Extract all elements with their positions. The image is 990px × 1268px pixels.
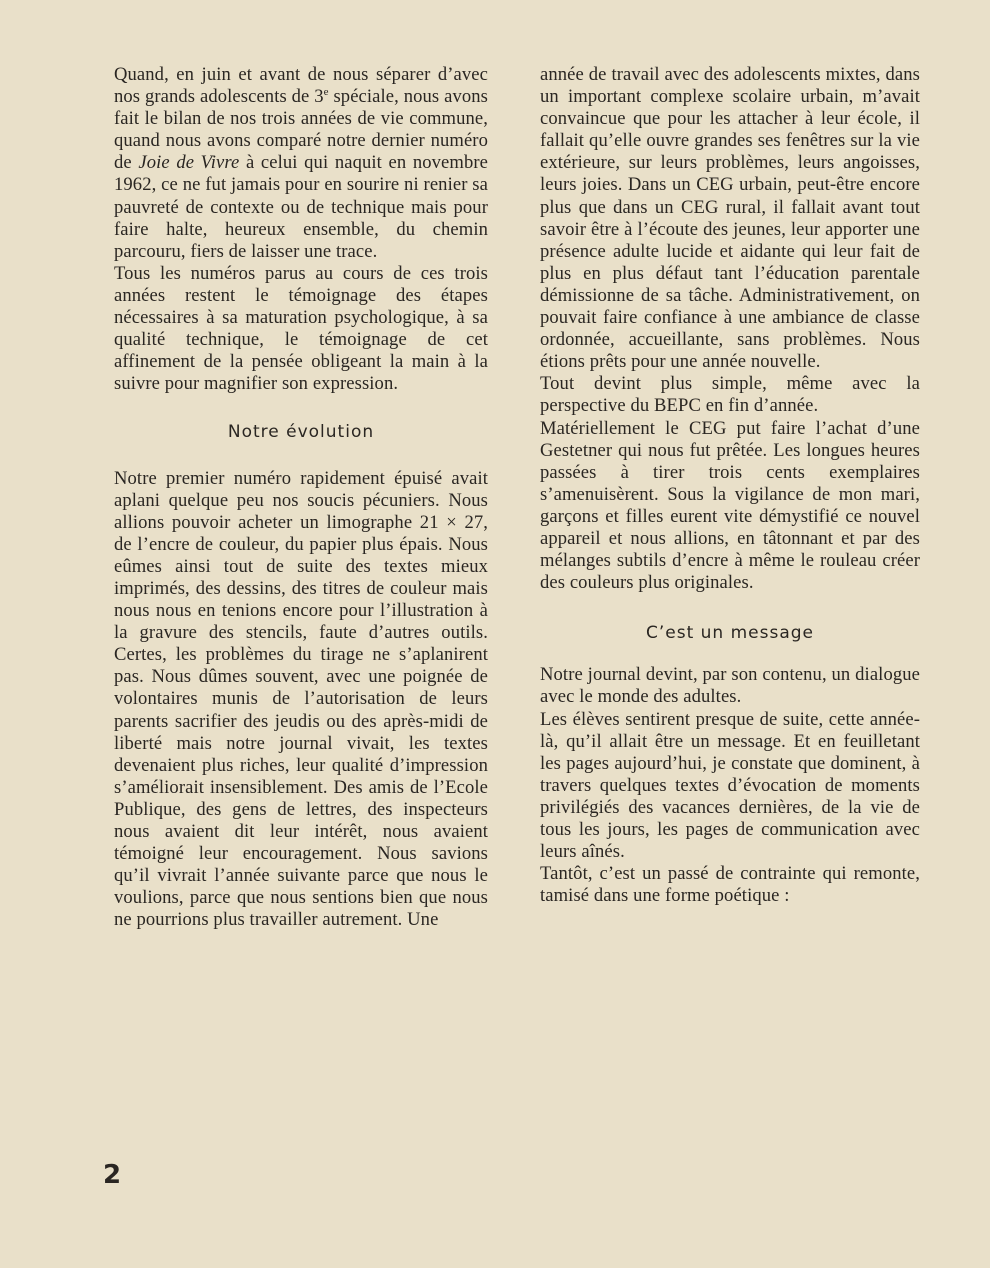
journal-title: Joie de Vivre xyxy=(138,152,240,174)
paragraph: année de travail avec des adolescents mixtes, dans un important complexe scolaire urbain, m’avait convaincue que pour les attacher à leur école, il fallait qu’elle ouvre grandes ses fenêtres sur la vie extérieure, sur leurs problèmes, leurs angoisses, leurs joies. Dans un CEG urbain, peut-être encore plus que dans un CEG rural, il fallait avant tout savoir être à l’écoute des jeunes, leur apporter une présence adulte lucide et aidante qui leur fait de plus en plus défaut tant l’éducation parentale démissionne de sa tâche. Administrativement, on pouvait faire confiance à une ambiance de classe ordonnée, accueillante, sans problèmes. Nous étions prêts pour une année nouvelle. xyxy=(540,64,920,373)
right-column xyxy=(540,64,920,907)
paragraph: Matériellement le CEG put faire l’achat d’une Gestetner qui nous fut prêtée. Les longues heures passées à tirer trois cents exemplaires s’amenuisèrent. Sous la vigilance de mon mari, garçons et filles eurent vite démystifié ce nouvel appareil et nous allions, en tâtonnant et par des mélanges subtils d’encre à même le rouleau créer des couleurs plus originales. xyxy=(540,417,920,594)
paragraph: Les élèves sentirent presque de suite, cette année-là, qu’il allait être un message. Et en feuilletant les pages aujourd’hui, je constate que dominent, à travers quelques textes d’évocation de moments privilégiés des vacances dernières, de la vie de tous les jours, les pages de communication avec leurs aînés. xyxy=(540,708,920,863)
paragraph: Notre journal devint, par son contenu, un dialogue avec le monde des adultes. xyxy=(540,664,920,708)
paragraph: Tous les numéros parus au cours de ces trois années restent le témoignage des étapes nécessaires à sa maturation psychologique, à sa qualité technique, le témoignage de cet affinement de la pensée obligeant la main à la suivre pour magnifier son expression. xyxy=(114,262,488,395)
paragraph: Tout devint plus simple, même avec la perspective du BEPC en fin d’année. xyxy=(540,373,920,417)
text-run: à celui qui naquit en novembre 1962, ce ne fut jamais pour en sourire ni renier sa pauvreté de contexte ou de technique mais pour faire halte, heureux ensemble, du chemin parcouru, fiers de laisser une trace. xyxy=(114,152,488,262)
paragraph: Notre premier numéro rapidement épuisé avait aplani quelque peu nos soucis pécuniers. Nous allions pouvoir acheter un limographe 21 × 27, de l’encre de couleur, du papier plus épais. Nous eûmes ainsi tout de suite des textes mieux imprimés, des dessins, des titres de couleur mais nous nous en tenions encore pour l’illustration à la gravure des stencils, faute d’autres outils. Certes, les problèmes du tirage ne s’aplanirent pas. Nous dûmes souvent, avec une poignée de volontaires munis de l’autorisation de leurs parents sacrifier des jeudis ou des après-midi de liberté mais notre journal vivait, les textes devenaient plus riches, leur qualité d’impression s’améliorait insensiblement. Des amis de l’Ecole Publique, des gens de lettres, des inspecteurs nous avaient dit leur intérêt, nous avaient témoigné leur encouragement. Nous savions qu’il vivrait l’année suivante parce que nous le voulions, parce que nous sentions bien que nous ne pourrions plus travailler autrement. Une xyxy=(114,467,488,931)
section-heading: Notre évolution xyxy=(227,422,375,443)
superscript: e xyxy=(323,85,329,98)
page-number: 2 xyxy=(103,1160,122,1190)
section-heading: C’est un message xyxy=(645,623,814,644)
paragraph xyxy=(114,64,488,263)
left-column xyxy=(114,64,488,931)
text-run: Quand, en juin et avant de nous séparer d’avec nos grands adolescents de 3 xyxy=(114,64,488,108)
text-run: spéciale, nous avons fait le bilan de nos trois années de vie commune, quand nous avons comparé notre dernier numéro de xyxy=(114,86,488,174)
paragraph: Tantôt, c’est un passé de contrainte qui remonte, tamisé dans une forme poétique : xyxy=(540,863,920,907)
